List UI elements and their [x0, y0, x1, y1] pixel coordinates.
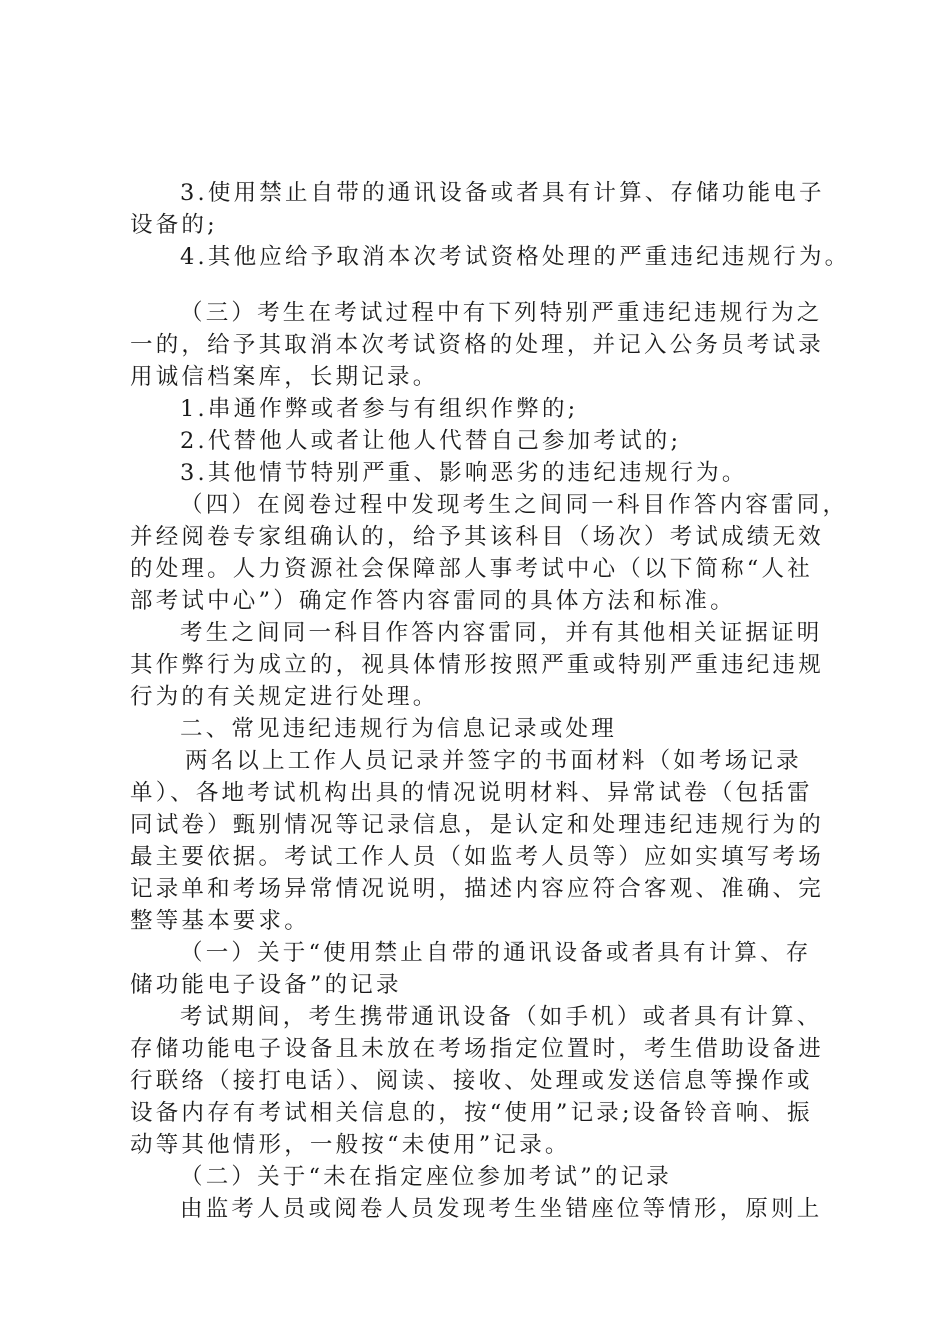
- text-line: （四）在阅卷过程中发现考生之间同一科目作答内容雷同，: [180, 492, 849, 518]
- text-line: 由监考人员或阅卷人员发现考生坐错座位等情形，原则上: [180, 1196, 823, 1222]
- text-line: 4.其他应给予取消本次考试资格处理的严重违纪违规行为。: [180, 244, 851, 270]
- text-line: 部考试中心”）确定作答内容雷同的具体方法和标准。: [130, 588, 736, 614]
- text-line: 考试期间，考生携带通讯设备（如手机）或者具有计算、: [180, 1004, 823, 1030]
- text-line: 3.其他情节特别严重、影响恶劣的违纪违规行为。: [180, 460, 748, 486]
- text-line: 行为的有关规定进行处理。: [130, 684, 439, 710]
- text-line: 设备的;: [130, 212, 218, 238]
- text-line: 同试卷）甄别情况等记录信息，是认定和处理违纪违规行为的: [130, 812, 824, 838]
- text-line: 其作弊行为成立的，视具体情形按照严重或特别严重违纪违规: [130, 652, 824, 678]
- text-line: 整等基本要求。: [130, 908, 310, 934]
- text-line: 存储功能电子设备且未放在考场指定位置时，考生借助设备进: [130, 1036, 824, 1062]
- subsection-heading: （一）关于“使用禁止自带的通讯设备或者具有计算、存: [180, 940, 812, 966]
- text-line: 用诚信档案库，长期记录。: [130, 364, 439, 390]
- text-line: 设备内存有考试相关信息的，按“使用”记录;设备铃音响、振: [130, 1100, 813, 1126]
- text-line: 两名以上工作人员记录并签字的书面材料（如考场记录: [185, 748, 802, 774]
- text-line: 的处理。人力资源社会保障部人事考试中心（以下简称“人社: [130, 556, 813, 582]
- subsection-heading: （二）关于“未在指定座位参加考试”的记录: [180, 1164, 673, 1190]
- text-line: 动等其他情形，一般按“未使用”记录。: [130, 1132, 571, 1158]
- text-line: 2.代替他人或者让他人代替自己参加考试的;: [180, 428, 682, 454]
- text-line: （三）考生在考试过程中有下列特别严重违纪违规行为之: [180, 300, 823, 326]
- text-line: 3.使用禁止自带的通讯设备或者具有计算、存储功能电子: [180, 180, 825, 206]
- text-line: 单）、各地考试机构出具的情况说明材料、异常试卷（包括雷: [130, 780, 813, 806]
- text-line: 1.串通作弊或者参与有组织作弊的;: [180, 396, 579, 422]
- text-line: 行联络（接打电话）、阅读、接收、处理或发送信息等操作或: [130, 1068, 813, 1094]
- section-heading: 二、常见违纪违规行为信息记录或处理: [180, 716, 617, 742]
- text-line: 记录单和考场异常情况说明，描述内容应符合客观、准确、完: [130, 876, 824, 902]
- text-line: 考生之间同一科目作答内容雷同，并有其他相关证据证明: [180, 620, 823, 646]
- text-line: 一的，给予其取消本次考试资格的处理，并记入公务员考试录: [130, 332, 824, 358]
- text-line: 并经阅卷专家组确认的，给予其该科目（场次）考试成绩无效: [130, 524, 824, 550]
- text-line: 最主要依据。考试工作人员（如监考人员等）应如实填写考场: [130, 844, 824, 870]
- subsection-heading: 储功能电子设备”的记录: [130, 972, 402, 998]
